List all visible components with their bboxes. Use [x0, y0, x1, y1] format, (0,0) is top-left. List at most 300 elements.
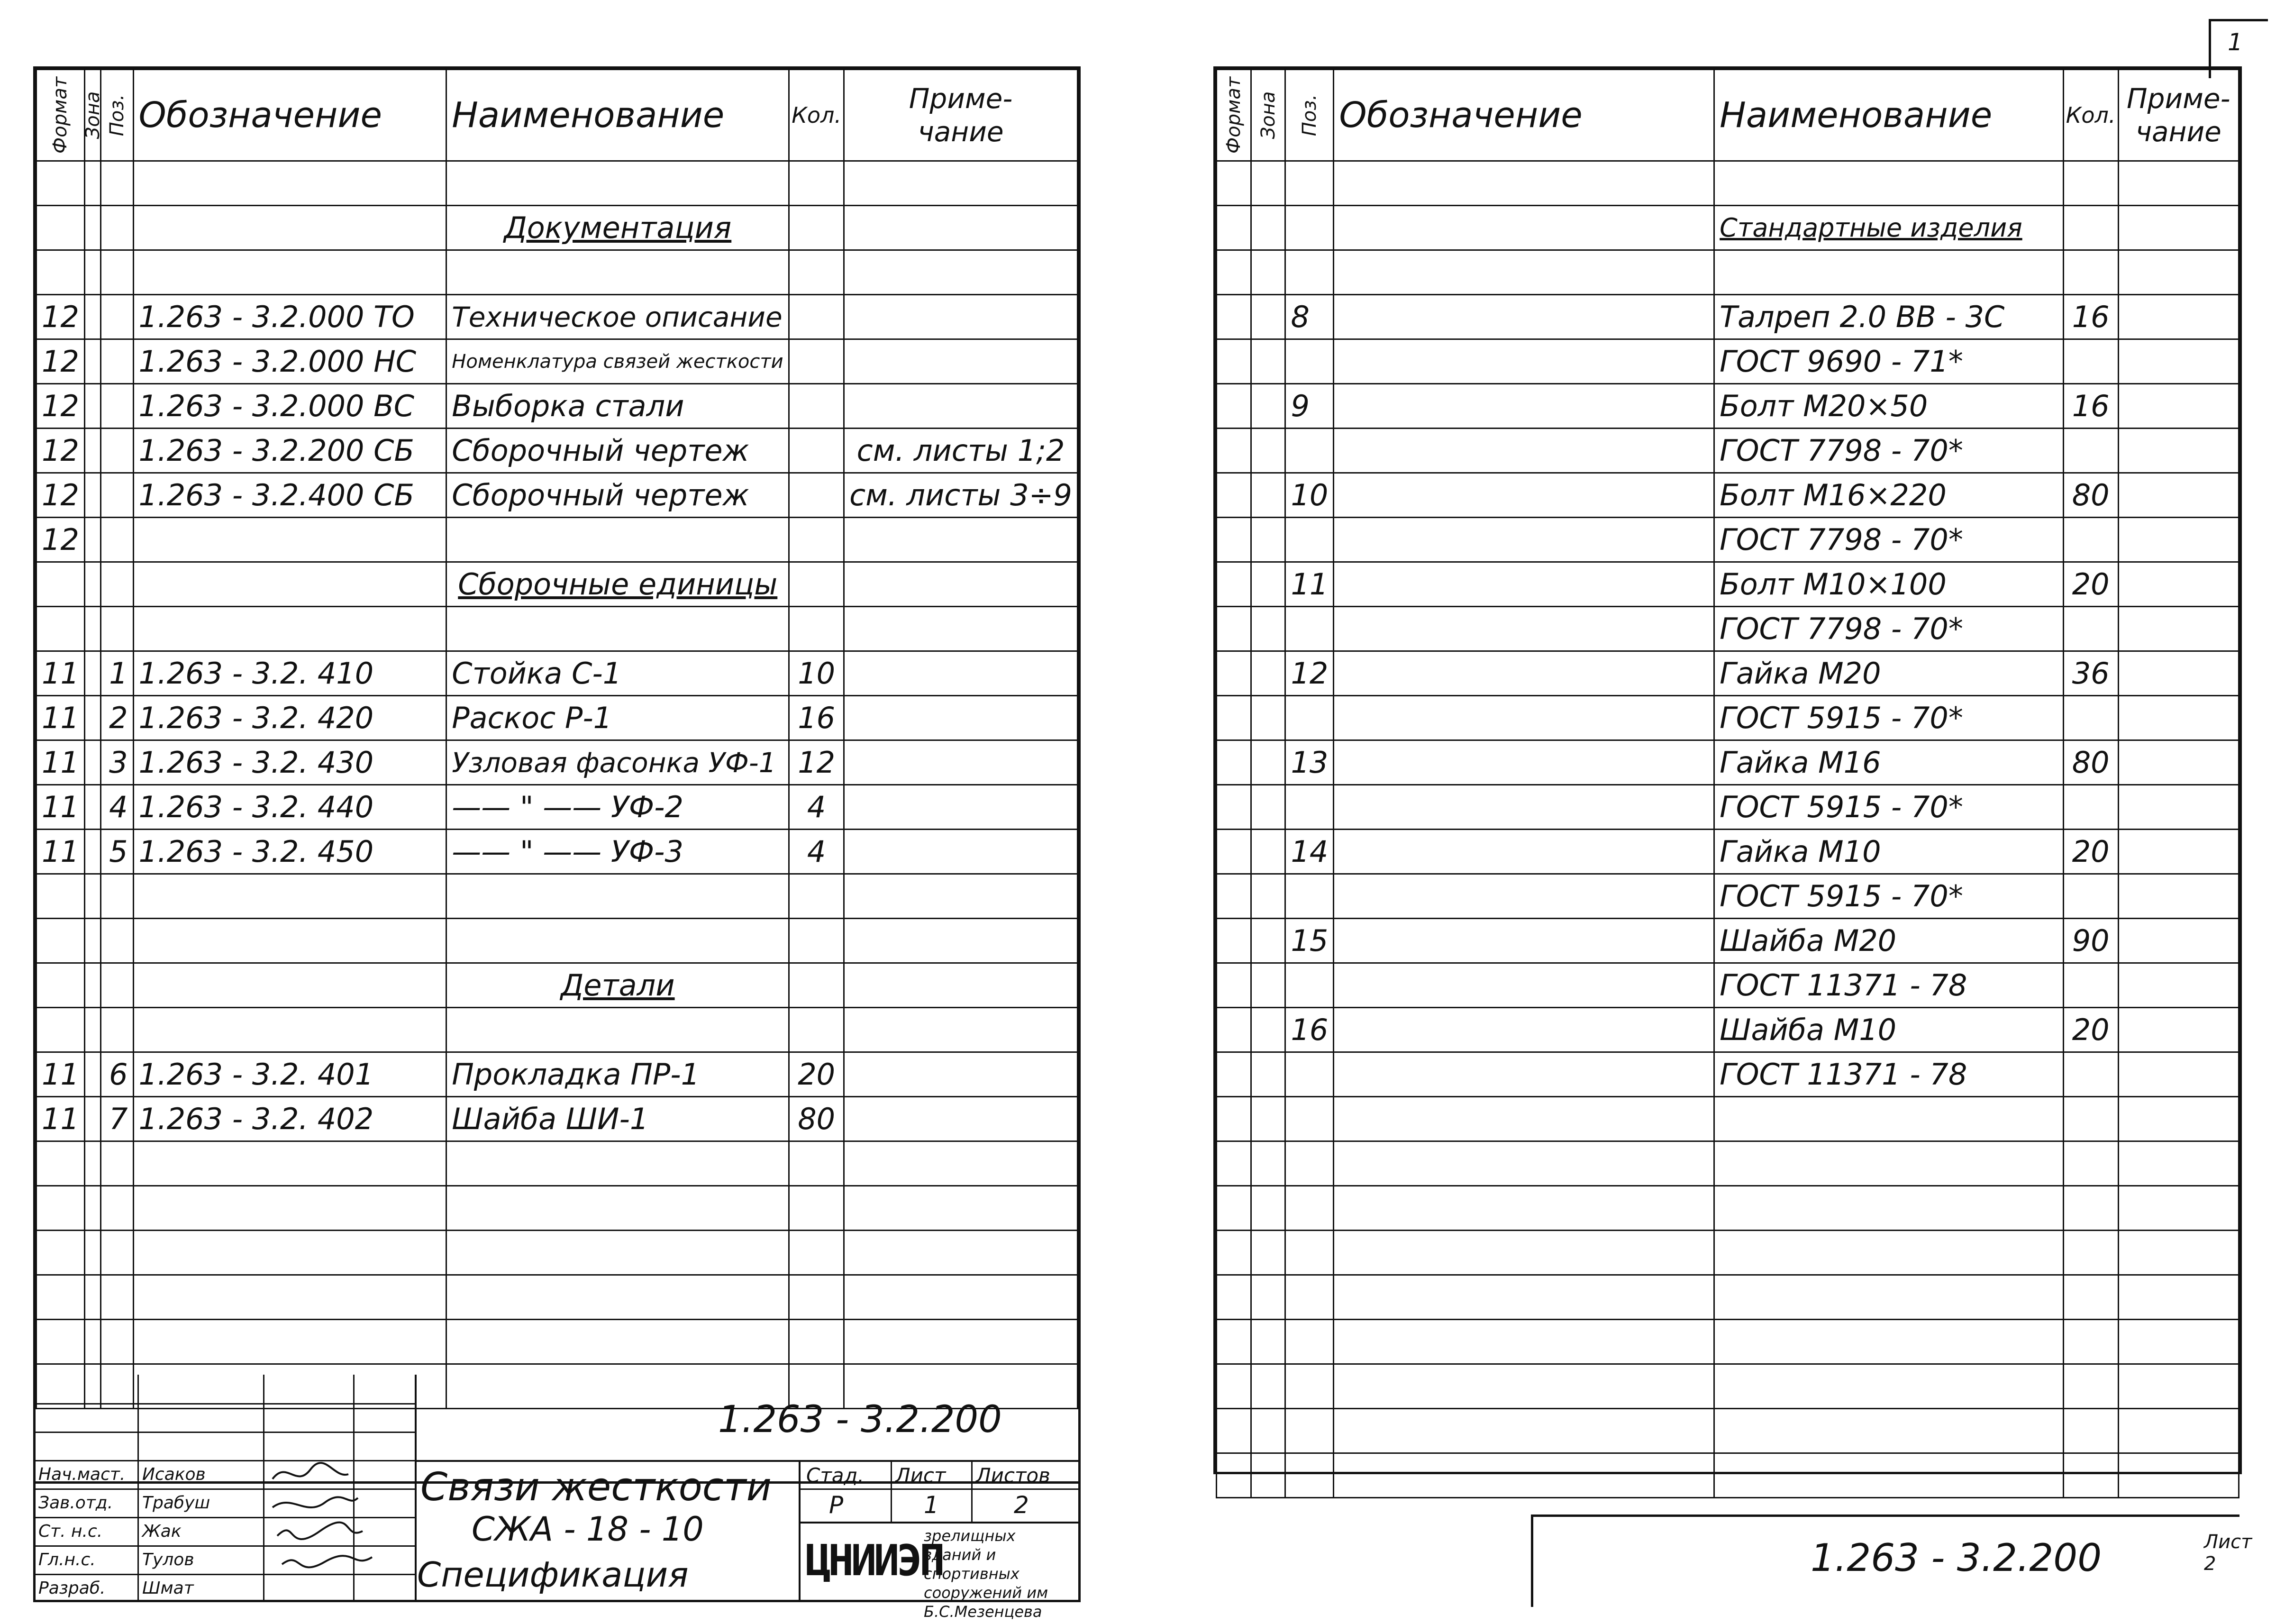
designation-cell: 1.263 - 3.2.000 ТО — [133, 295, 446, 339]
quantity-cell — [2063, 206, 2118, 250]
format-cell — [36, 250, 85, 295]
designation-cell — [1334, 339, 1714, 384]
designation-cell — [133, 1231, 446, 1275]
note-cell — [2118, 1364, 2239, 1409]
top-corner-number: 1 — [2228, 28, 2243, 56]
designation-cell — [1334, 1453, 1714, 1498]
name-cell: ГОСТ 5915 - 70* — [1714, 785, 2064, 830]
table-row — [1217, 830, 2239, 874]
table-row — [1217, 1409, 2239, 1453]
name-cell — [1714, 161, 2064, 206]
position-cell: 5 — [101, 830, 133, 874]
zone-cell — [1251, 1364, 1285, 1409]
note-cell — [844, 696, 1078, 740]
zone-cell — [84, 607, 100, 651]
zone-cell — [84, 1231, 100, 1275]
spec-body-left — [36, 161, 1078, 1409]
designation-cell — [1334, 161, 1714, 206]
note-cell — [2118, 1275, 2239, 1320]
quantity-cell — [2063, 696, 2118, 740]
name-cell: Номенклатура связей жесткости — [446, 339, 789, 384]
header-zone: Зона — [84, 70, 100, 161]
note-cell — [844, 1186, 1078, 1231]
drawing-mark: СЖА - 18 - 10 — [472, 1510, 704, 1549]
designation-cell — [133, 1320, 446, 1364]
designation-cell: 1.263 - 3.2. 420 — [133, 696, 446, 740]
designation-cell — [1334, 696, 1714, 740]
name-cell: Сборочный чертеж — [446, 429, 789, 473]
table-row — [1217, 473, 2239, 518]
designation-cell — [1334, 874, 1714, 919]
position-cell — [101, 874, 133, 919]
sheets-value: 2 — [1014, 1491, 1029, 1519]
note-cell — [844, 830, 1078, 874]
note-cell — [844, 607, 1078, 651]
designation-cell — [1334, 1231, 1714, 1275]
header-note: Приме- чание — [2118, 70, 2239, 161]
designation-cell — [1334, 1008, 1714, 1052]
position-cell — [1285, 1052, 1334, 1097]
quantity-cell — [789, 1186, 844, 1231]
format-cell: 12 — [36, 473, 85, 518]
quantity-cell: 20 — [789, 1052, 844, 1097]
zone-cell — [1251, 518, 1285, 562]
name-cell — [1714, 1409, 2064, 1453]
table-row — [36, 1186, 1078, 1231]
organization-logo: ЦНИИЭП — [805, 1536, 943, 1586]
format-cell: 12 — [36, 295, 85, 339]
position-cell — [101, 1275, 133, 1320]
organization-name: зрелищных зданий и спортивных сооружений им Б.С.Мезенцева — [924, 1527, 1048, 1621]
format-cell — [36, 1231, 85, 1275]
name-cell: Выборка стали — [446, 384, 789, 429]
table-row — [1217, 250, 2239, 295]
designation-cell — [133, 1186, 446, 1231]
format-cell — [1217, 1364, 1251, 1409]
format-cell: 11 — [36, 785, 85, 830]
designation-cell — [133, 963, 446, 1008]
format-cell — [1217, 963, 1251, 1008]
zone-cell — [84, 1052, 100, 1097]
quantity-cell — [789, 250, 844, 295]
note-cell — [2118, 607, 2239, 651]
format-cell: 11 — [36, 830, 85, 874]
note-cell — [2118, 696, 2239, 740]
zone-cell — [84, 1186, 100, 1231]
name-cell: Шайба М10 — [1714, 1008, 2064, 1052]
title-block — [36, 1375, 1078, 1621]
zone-cell — [84, 295, 100, 339]
quantity-cell: 16 — [2063, 295, 2118, 339]
corner-label: Лист — [2204, 1531, 2252, 1553]
position-cell — [1285, 1231, 1334, 1275]
zone-cell — [1251, 1141, 1285, 1186]
table-row — [36, 963, 1078, 1008]
quantity-cell: 12 — [789, 740, 844, 785]
name-cell: ГОСТ 7798 - 70* — [1714, 518, 2064, 562]
format-cell: 11 — [36, 696, 85, 740]
note-cell — [844, 874, 1078, 919]
quantity-cell — [2063, 250, 2118, 295]
header-format: Формат — [1217, 70, 1251, 161]
person-3: Жак — [142, 1522, 182, 1541]
designation-cell — [1334, 651, 1714, 696]
format-cell: 11 — [36, 1097, 85, 1141]
quantity-cell — [789, 473, 844, 518]
position-cell: 14 — [1285, 830, 1334, 874]
zone-cell — [1251, 1275, 1285, 1320]
name-cell: ГОСТ 11371 - 78 — [1714, 963, 2064, 1008]
organization-box — [799, 1522, 1080, 1621]
format-cell — [1217, 607, 1251, 651]
format-cell — [1217, 696, 1251, 740]
name-cell — [446, 1320, 789, 1364]
table-row — [1217, 874, 2239, 919]
format-cell — [1217, 740, 1251, 785]
format-cell — [1217, 473, 1251, 518]
quantity-cell — [2063, 1231, 2118, 1275]
name-cell: Стандартные изделия — [1714, 206, 2064, 250]
format-cell — [1217, 1231, 1251, 1275]
zone-cell — [84, 785, 100, 830]
header-format: Формат — [36, 70, 85, 161]
designation-cell — [1334, 473, 1714, 518]
format-cell — [1217, 250, 1251, 295]
note-cell — [844, 1231, 1078, 1275]
designation-cell — [1334, 518, 1714, 562]
position-cell: 16 — [1285, 1008, 1334, 1052]
format-cell — [1217, 1097, 1251, 1141]
position-cell — [1285, 1453, 1334, 1498]
quantity-cell: 80 — [789, 1097, 844, 1141]
name-cell: Шайба ШИ-1 — [446, 1097, 789, 1141]
table-row — [1217, 740, 2239, 785]
quantity-cell: 20 — [2063, 830, 2118, 874]
position-cell — [1285, 874, 1334, 919]
name-cell: Стойка С-1 — [446, 651, 789, 696]
document-code: 1.263 - 3.2.200 — [718, 1398, 1002, 1441]
drawing-subtitle: Спецификация — [417, 1555, 689, 1595]
quantity-cell — [789, 607, 844, 651]
table-row — [36, 1141, 1078, 1186]
format-cell — [1217, 384, 1251, 429]
format-cell — [1217, 562, 1251, 607]
quantity-cell — [789, 295, 844, 339]
designation-cell: 1.263 - 3.2.000 НС — [133, 339, 446, 384]
format-cell — [1217, 1141, 1251, 1186]
format-cell — [1217, 161, 1251, 206]
zone-cell — [84, 518, 100, 562]
name-cell: Сборочный чертеж — [446, 473, 789, 518]
format-cell — [36, 1275, 85, 1320]
table-row — [36, 518, 1078, 562]
format-cell — [1217, 830, 1251, 874]
table-row — [36, 1231, 1078, 1275]
header-qty: Кол. — [2063, 70, 2118, 161]
designation-cell: 1.263 - 3.2. 450 — [133, 830, 446, 874]
table-row — [36, 607, 1078, 651]
table-row — [1217, 651, 2239, 696]
note-cell — [844, 562, 1078, 607]
person-2: Трабуш — [142, 1493, 210, 1513]
quantity-cell — [789, 963, 844, 1008]
table-row — [36, 1275, 1078, 1320]
position-cell — [1285, 1186, 1334, 1231]
name-cell: ГОСТ 7798 - 70* — [1714, 607, 2064, 651]
table-row — [1217, 919, 2239, 963]
header-zone: Зона — [1251, 70, 1285, 161]
role-3: Ст. н.с. — [38, 1522, 103, 1541]
name-cell — [446, 161, 789, 206]
table-row — [1217, 1052, 2239, 1097]
table-row — [1217, 562, 2239, 607]
zone-cell — [84, 429, 100, 473]
position-cell: 13 — [1285, 740, 1334, 785]
name-cell — [1714, 1364, 2064, 1409]
quantity-cell — [789, 518, 844, 562]
corner-value: 2 — [2204, 1553, 2216, 1575]
format-cell — [36, 1320, 85, 1364]
position-cell: 3 — [101, 740, 133, 785]
quantity-cell: 16 — [789, 696, 844, 740]
zone-cell — [1251, 1008, 1285, 1052]
zone-cell — [84, 1275, 100, 1320]
table-row — [1217, 1141, 2239, 1186]
designation-cell — [1334, 1409, 1714, 1453]
note-cell — [2118, 429, 2239, 473]
zone-cell — [1251, 1097, 1285, 1141]
note-cell — [2118, 1320, 2239, 1364]
quantity-cell — [2063, 161, 2118, 206]
format-cell — [1217, 1052, 1251, 1097]
designation-cell — [133, 161, 446, 206]
table-row — [36, 206, 1078, 250]
table-row — [36, 429, 1078, 473]
zone-cell — [84, 1320, 100, 1364]
table-row — [1217, 607, 2239, 651]
zone-cell — [84, 963, 100, 1008]
zone-cell — [1251, 339, 1285, 384]
note-cell: см. листы 1;2 — [844, 429, 1078, 473]
designation-cell — [1334, 1052, 1714, 1097]
position-cell — [101, 161, 133, 206]
zone-cell — [84, 339, 100, 384]
position-cell — [101, 919, 133, 963]
position-cell — [1285, 785, 1334, 830]
format-cell — [1217, 874, 1251, 919]
position-cell: 10 — [1285, 473, 1334, 518]
note-cell — [2118, 874, 2239, 919]
quantity-cell — [789, 1275, 844, 1320]
zone-cell — [1251, 1453, 1285, 1498]
format-cell: 12 — [36, 518, 85, 562]
note-cell — [844, 384, 1078, 429]
position-cell — [101, 339, 133, 384]
quantity-cell: 80 — [2063, 740, 2118, 785]
name-cell: —— " —— УФ-3 — [446, 830, 789, 874]
note-cell — [844, 339, 1078, 384]
quantity-cell: 10 — [789, 651, 844, 696]
zone-cell — [84, 1097, 100, 1141]
position-cell — [1285, 250, 1334, 295]
table-row — [36, 339, 1078, 384]
table-row — [1217, 785, 2239, 830]
quantity-cell: 16 — [2063, 384, 2118, 429]
position-cell: 6 — [101, 1052, 133, 1097]
designation-cell — [133, 1275, 446, 1320]
format-cell — [36, 1008, 85, 1052]
designation-cell — [133, 206, 446, 250]
name-cell — [446, 1275, 789, 1320]
quantity-cell — [2063, 429, 2118, 473]
quantity-cell — [2063, 1409, 2118, 1453]
quantity-cell — [789, 874, 844, 919]
quantity-cell — [2063, 963, 2118, 1008]
name-cell: Документация — [446, 206, 789, 250]
quantity-cell — [789, 1141, 844, 1186]
note-cell — [844, 1275, 1078, 1320]
position-cell: 9 — [1285, 384, 1334, 429]
position-cell — [101, 473, 133, 518]
sheets-label: Листов — [976, 1464, 1050, 1487]
note-cell — [844, 785, 1078, 830]
note-cell — [2118, 830, 2239, 874]
note-cell — [2118, 1008, 2239, 1052]
note-cell — [2118, 473, 2239, 518]
note-cell — [2118, 518, 2239, 562]
name-cell: Сборочные единицы — [446, 562, 789, 607]
designation-cell: 1.263 - 3.2.200 СБ — [133, 429, 446, 473]
note-cell — [844, 740, 1078, 785]
header-designation: Обозначение — [133, 70, 446, 161]
name-cell — [446, 874, 789, 919]
table-row — [1217, 161, 2239, 206]
format-cell — [36, 206, 85, 250]
table-row — [36, 473, 1078, 518]
stage-box — [799, 1460, 1080, 1524]
note-cell — [2118, 1453, 2239, 1498]
format-cell: 12 — [36, 384, 85, 429]
note-cell — [2118, 651, 2239, 696]
designation-cell — [1334, 607, 1714, 651]
designation-cell — [1334, 206, 1714, 250]
name-cell — [446, 1141, 789, 1186]
designation-cell — [1334, 429, 1714, 473]
designation-cell — [1334, 830, 1714, 874]
designation-cell — [1334, 384, 1714, 429]
name-cell: ГОСТ 11371 - 78 — [1714, 1052, 2064, 1097]
format-cell — [1217, 651, 1251, 696]
position-cell — [1285, 1320, 1334, 1364]
zone-cell — [1251, 1052, 1285, 1097]
format-cell — [1217, 518, 1251, 562]
designation-cell — [133, 607, 446, 651]
format-cell — [1217, 339, 1251, 384]
format-cell: 11 — [36, 740, 85, 785]
designation-cell — [133, 919, 446, 963]
table-row — [36, 785, 1078, 830]
table-row — [36, 696, 1078, 740]
quantity-cell — [2063, 785, 2118, 830]
position-cell — [1285, 339, 1334, 384]
name-cell — [1714, 1275, 2064, 1320]
format-cell — [1217, 1320, 1251, 1364]
table-row — [1217, 384, 2239, 429]
format-cell — [1217, 919, 1251, 963]
position-cell: 7 — [101, 1097, 133, 1141]
name-cell: Техническое описание — [446, 295, 789, 339]
sheet-label: Лист — [895, 1464, 946, 1487]
name-cell: Прокладка ПР-1 — [446, 1052, 789, 1097]
table-row — [1217, 1453, 2239, 1498]
stage-value: Р — [829, 1491, 844, 1519]
designation-cell — [133, 1141, 446, 1186]
header-pos: Поз. — [1285, 70, 1334, 161]
note-cell — [2118, 1231, 2239, 1275]
quantity-cell — [789, 384, 844, 429]
table-row — [1217, 1186, 2239, 1231]
quantity-cell — [2063, 874, 2118, 919]
person-5: Шмат — [142, 1578, 194, 1598]
note-cell — [844, 206, 1078, 250]
quantity-cell — [2063, 339, 2118, 384]
zone-cell — [84, 562, 100, 607]
name-cell: ГОСТ 5915 - 70* — [1714, 696, 2064, 740]
position-cell — [1285, 206, 1334, 250]
format-cell — [36, 1141, 85, 1186]
designation-cell: 1.263 - 3.2. 401 — [133, 1052, 446, 1097]
note-cell — [2118, 295, 2239, 339]
position-cell — [1285, 161, 1334, 206]
position-cell — [101, 963, 133, 1008]
name-cell: Болт М20×50 — [1714, 384, 2064, 429]
format-cell — [1217, 785, 1251, 830]
designation-cell: 1.263 - 3.2. 402 — [133, 1097, 446, 1141]
table-row — [36, 161, 1078, 206]
note-cell — [844, 1097, 1078, 1141]
name-cell: Шайба М20 — [1714, 919, 2064, 963]
format-cell — [1217, 429, 1251, 473]
name-cell — [1714, 1141, 2064, 1186]
quantity-cell: 36 — [2063, 651, 2118, 696]
quantity-cell: 4 — [789, 830, 844, 874]
position-cell: 12 — [1285, 651, 1334, 696]
position-cell — [1285, 1141, 1334, 1186]
position-cell — [101, 1320, 133, 1364]
zone-cell — [1251, 206, 1285, 250]
zone-cell — [1251, 830, 1285, 874]
note-cell — [2118, 250, 2239, 295]
format-cell: 12 — [36, 429, 85, 473]
zone-cell — [84, 206, 100, 250]
name-cell — [1714, 1320, 2064, 1364]
note-cell — [2118, 384, 2239, 429]
zone-cell — [84, 1008, 100, 1052]
designation-cell — [1334, 1364, 1714, 1409]
position-cell — [101, 1141, 133, 1186]
position-cell — [101, 607, 133, 651]
note-cell — [2118, 1186, 2239, 1231]
format-cell — [36, 919, 85, 963]
quantity-cell: 20 — [2063, 1008, 2118, 1052]
note-cell: см. листы 3÷9 — [844, 473, 1078, 518]
position-cell — [1285, 1409, 1334, 1453]
position-cell — [101, 1231, 133, 1275]
format-cell — [1217, 295, 1251, 339]
header-qty: Кол. — [789, 70, 844, 161]
name-cell: Болт М10×100 — [1714, 562, 2064, 607]
name-cell — [446, 1008, 789, 1052]
